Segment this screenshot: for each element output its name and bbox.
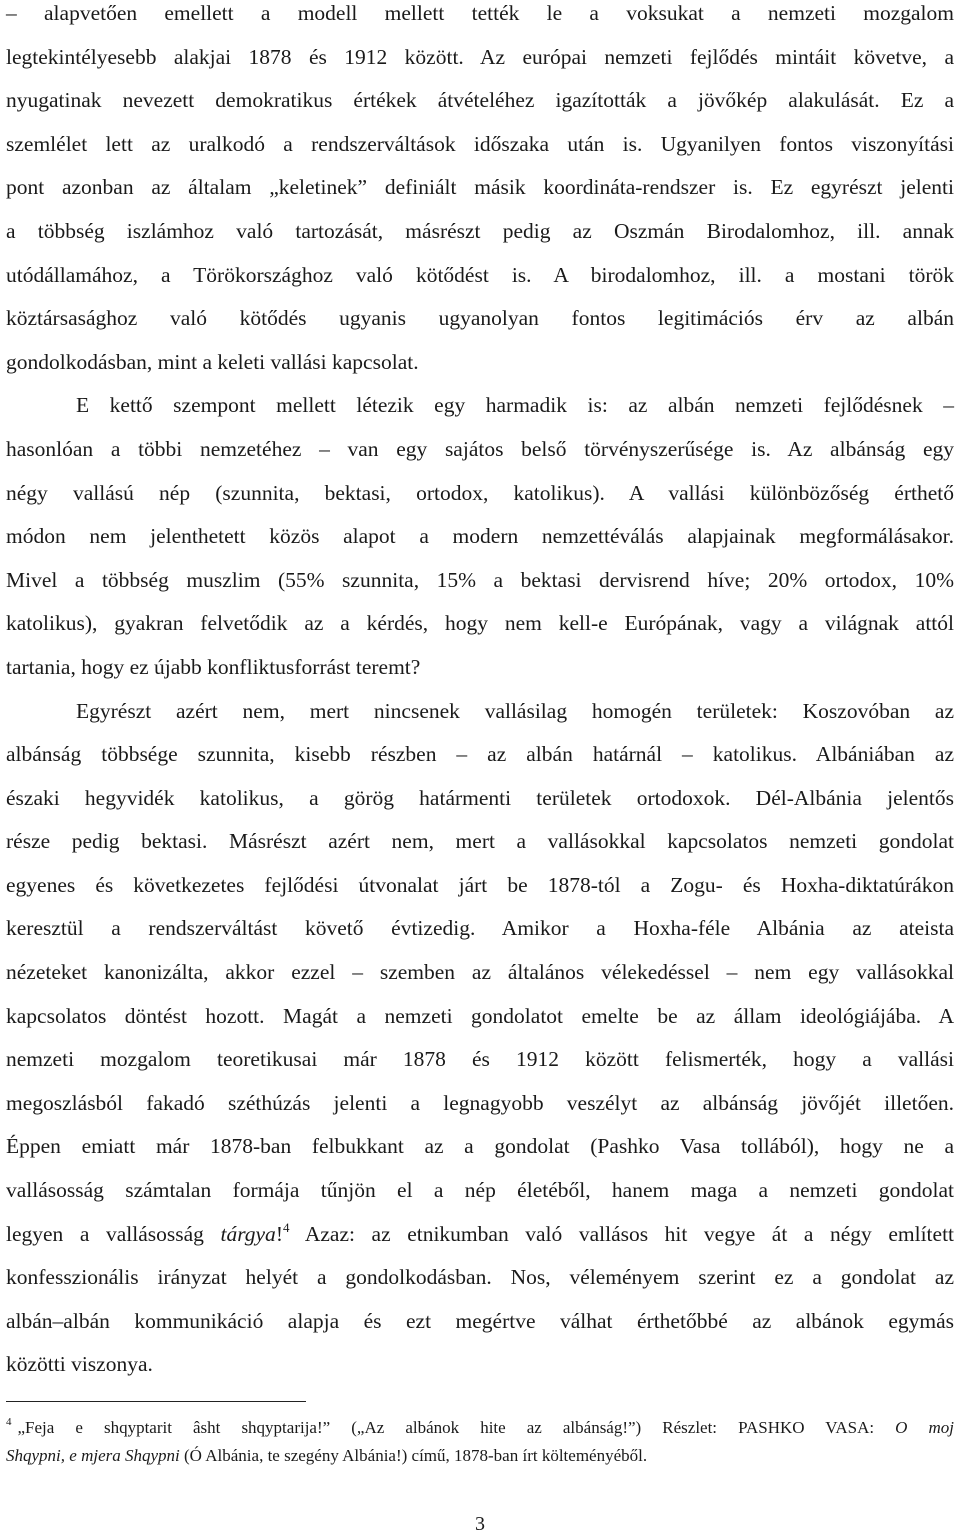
text-line: nemzeti mozgalom teoretikusai már 1878 és 1912 között felismerték, hogy a vallási: [6, 1047, 954, 1072]
text-line: köztársasághoz való kötődés ugyanis ugyanolyan fontos legitimációs érv az albán: [6, 306, 954, 331]
footnote-number: 4: [6, 1416, 12, 1428]
footnote-text: (Ó Albánia, te szegény Albánia!) című, 1878-ban írt költeményéből.: [179, 1446, 648, 1465]
text-line: utódállamához, a Törökországhoz való kötődést is. A birodalomhoz, ill. a mostani török: [6, 262, 954, 287]
footnote-line: [6, 1442, 954, 1470]
paragraph-3: [6, 698, 954, 1396]
text-line: módon nem jelenthetett közös alapot a modern nemzettéválás alapjainak megformálásakor.: [6, 524, 954, 549]
footnote-text: „Feja e shqyptarit âsht shqyptarija!” („Az albánok hite az albánság!”) Részlet: PASHKO VASA:: [17, 1418, 896, 1437]
page-number: 3: [475, 1513, 485, 1535]
text-line: nézeteket kanonizálta, akkor ezzel – szemben az általános vélekedéssel – nem egy vallásokkal: [6, 960, 954, 985]
footnote-divider: [6, 1401, 306, 1402]
paragraph-2: [6, 392, 954, 697]
text-line: a többség iszlámhoz való tartozását, másrészt pedig az Oszmán Birodalomhoz, ill. annak: [6, 218, 954, 243]
text-line: északi hegyvidék katolikus, a görög határmenti területek ortodoxok. Dél-Albánia jelentős: [6, 785, 954, 810]
italic-term: tárgya: [220, 1221, 276, 1246]
text-line: gondolkodásban, mint a keleti vallási kapcsolat.: [6, 349, 419, 374]
footnote-line: [6, 1414, 954, 1442]
text-segment: !: [275, 1221, 283, 1246]
footnote-reference[interactable]: 4: [282, 1219, 290, 1235]
text-line: pont azonban az általam „keletinek” definiált másik koordináta-rendszer is. Ez egyrészt jelenti: [6, 175, 954, 200]
text-line: albán–albán kommunikáció alapja és ezt megértve válhat érthetőbbé az albánok egymás: [6, 1308, 954, 1333]
text-line: Egyrészt azért nem, mert nincsenek vallásilag homogén területek: Koszovóban az: [76, 698, 954, 723]
text-line: hasonlóan a többi nemzetéhez – van egy sajátos belső törvényszerűsége is. Az albánság egy: [6, 436, 954, 461]
text-line: vallásosság számtalan formája tűnjön el a nép életéből, hanem maga a nemzeti gondolat: [6, 1178, 954, 1203]
text-line: közötti viszonya.: [6, 1352, 153, 1377]
text-segment: Azaz: az etnikumban való vallásos hit vegye át a négy említett: [289, 1221, 955, 1246]
text-line: része pedig bektasi. Másrészt azért nem, mert a vallásokkal kapcsolatos nemzeti gondolat: [6, 829, 954, 854]
text-line: katolikus), gyakran felvetődik az a kérdés, hogy nem kell-e Európának, vagy a világnak attól: [6, 611, 954, 636]
text-line: Mivel a többség muszlim (55% szunnita, 15% a bektasi dervisrend híve; 20% ortodox, 10%: [6, 567, 954, 592]
text-line: – alapvetően emellett a modell mellett tették le a voksukat a nemzeti mozgalom: [6, 1, 954, 25]
text-line: szemlélet lett az uralkodó a rendszerváltások időszaka után is. Ugyanilyen fontos viszonyítási: [6, 131, 954, 156]
footnote-title-italic: Shqypni, e mjera Shqypni: [6, 1446, 180, 1465]
text-segment: legyen a vallásosság: [6, 1221, 221, 1246]
paragraph-1: [6, 0, 954, 392]
text-line: megoszlásból fakadó széthúzás jelenti a legnagyobb veszélyt az albánság jövőjét illetően.: [6, 1090, 954, 1115]
text-line: tartania, hogy ez újabb konfliktusforrást teremt?: [6, 654, 421, 679]
text-line: keresztül a rendszerváltást követő évtizedig. Amikor a Hoxha-féle Albánia az ateista: [6, 916, 954, 941]
text-line: egyenes és következetes fejlődési útvonalat járt be 1878-tól a Zogu- és Hoxha-diktatúrákon: [6, 872, 954, 897]
text-line: E kettő szempont mellett létezik egy harmadik is: az albán nemzeti fejlődésnek –: [76, 393, 954, 418]
text-line: nyugatinak nevezett demokratikus értékek átvételéhez igazították a jövőkép alakulását. Ez a: [6, 88, 954, 113]
text-line: legtekintélyesebb alakjai 1878 és 1912 között. Az európai nemzeti fejlődés mintáit követve, a: [6, 44, 954, 69]
text-line: Éppen emiatt már 1878-ban felbukkant az a gondolat (Pashko Vasa tollából), hogy ne a: [6, 1134, 954, 1159]
footnote-title-italic: O moj: [895, 1418, 954, 1437]
text-line: konfesszionális irányzat helyét a gondolkodásban. Nos, véleményem szerint ez a gondolat az: [6, 1265, 954, 1290]
text-line-with-footnote-ref: [6, 1213, 954, 1257]
text-line: albánság többsége szunnita, kisebb részben – az albán határnál – katolikus. Albániában az: [6, 742, 954, 767]
footnote: [6, 1414, 954, 1470]
document-body: [6, 0, 954, 1395]
text-line: kapcsolatos döntést hozott. Magát a nemzeti gondolatot emelte be az állam ideológiájába. A: [6, 1003, 954, 1028]
text-line: négy vallású nép (szunnita, bektasi, ortodox, katolikus). A vallási különbözőség érthető: [6, 480, 954, 505]
